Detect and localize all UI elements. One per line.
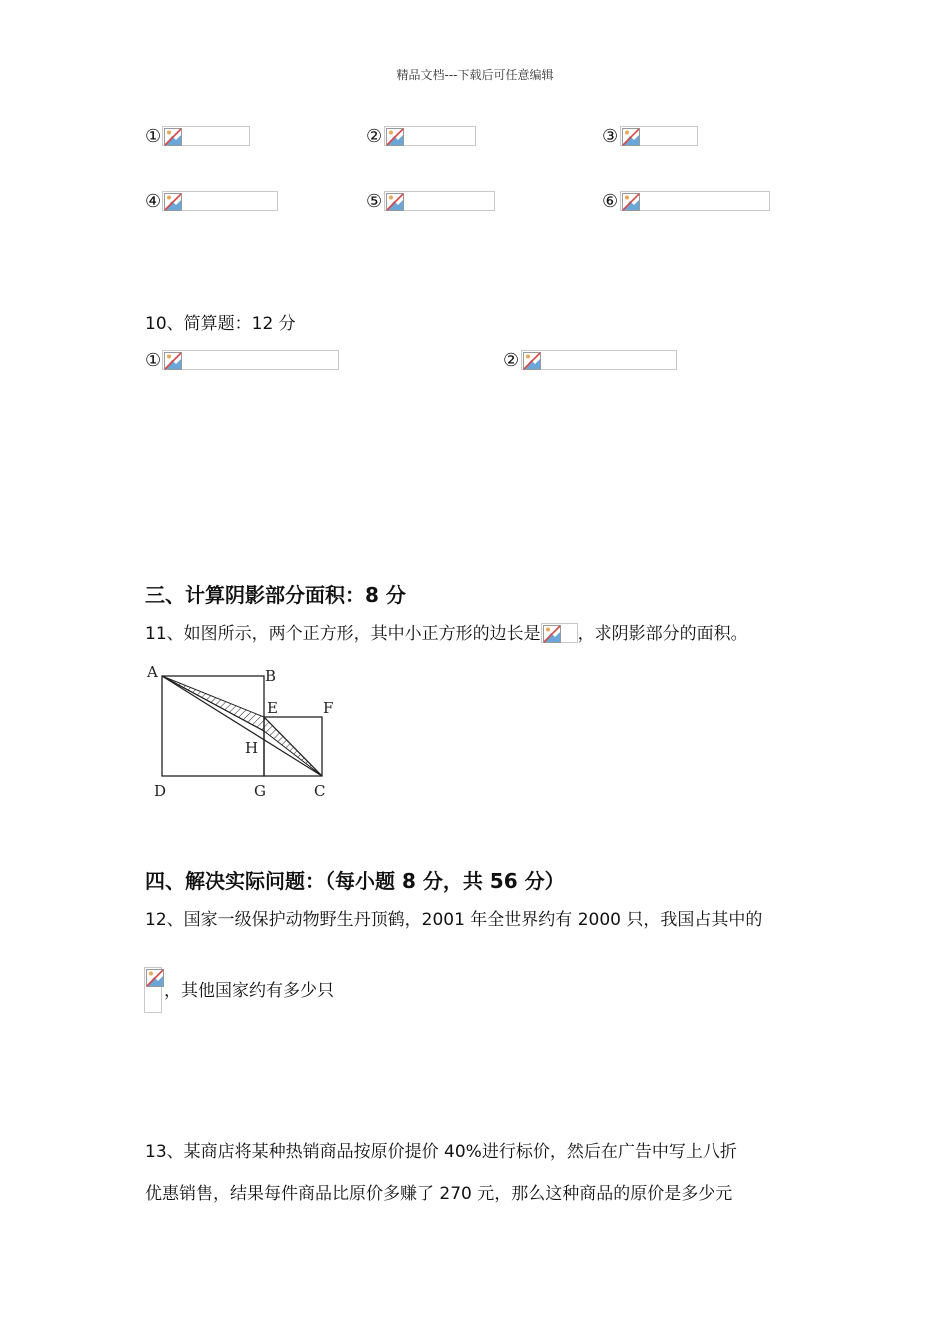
q11-text-before: 11、如图所示，两个正方形，其中小正方形的边长是 (145, 624, 541, 644)
broken-image-icon (543, 625, 561, 649)
q9-item-5-marker: ⑤ (366, 191, 383, 212)
q11-squares-figure (140, 660, 350, 805)
q11-side-length-image-wrap (541, 623, 578, 643)
broken-image-icon (164, 193, 182, 215)
broken-image-icon (386, 128, 404, 150)
label-G: G (254, 782, 266, 800)
q9-item-4-marker: ④ (145, 191, 162, 212)
q10-item-2-formula-image (521, 350, 677, 370)
q10-item-1-formula-image (162, 350, 339, 370)
q10-item-2-marker: ② (503, 350, 520, 371)
q9-item-2-formula-image (384, 126, 476, 146)
q13-line-2: 优惠销售，结果每件商品比原价多赚了 270 元，那么这种商品的原价是多少元 (145, 1184, 733, 1204)
q9-item-6-marker: ⑥ (602, 191, 619, 212)
q10-item-1-marker: ① (145, 350, 162, 371)
q11-text (145, 623, 748, 645)
page-header: 精品文档---下载后可任意编辑 (396, 68, 554, 82)
q9-item-3-formula-image (620, 126, 698, 146)
broken-image-icon (622, 128, 640, 150)
section-4-title: 四、解决实际问题：（每小题 8 分，共 56 分） (145, 869, 565, 893)
line-AC (162, 676, 322, 776)
q12-line-2: ，其他国家约有多少只 (164, 981, 334, 1001)
label-D: D (154, 782, 167, 800)
section-3-title: 三、计算阴影部分面积：8 分 (145, 583, 406, 607)
q13-line-1: 13、某商店将某种热销商品按原价提价 40%进行标价，然后在广告中写上八折 (145, 1142, 737, 1162)
q9-item-4-formula-image (162, 191, 278, 211)
broken-image-icon (164, 128, 182, 150)
label-C: C (314, 782, 326, 800)
q9-item-6-formula-image (620, 191, 770, 211)
broken-image-icon (622, 193, 640, 215)
q9-item-1-marker: ① (145, 126, 162, 147)
q9-item-1-formula-image (162, 126, 250, 146)
broken-image-icon (164, 352, 182, 374)
q12-line-1: 12、国家一级保护动物野生丹顶鹤，2001 年全世界约有 2000 只，我国占其中的 (145, 910, 763, 930)
q9-item-5-formula-image (384, 191, 495, 211)
label-E: E (267, 699, 278, 717)
label-B: B (265, 667, 277, 685)
q11-side-length-image (541, 623, 578, 643)
label-F: F (323, 699, 334, 717)
broken-image-icon (523, 352, 541, 374)
q9-item-2-marker: ② (366, 126, 383, 147)
broken-image-icon (386, 193, 404, 215)
line-EC (264, 717, 322, 776)
line-AH (162, 676, 264, 731)
label-A: A (147, 663, 158, 681)
q12-fraction-image (144, 967, 162, 1013)
large-square (162, 676, 264, 776)
q11-text-after: ，求阴影部分的面积。 (577, 624, 748, 644)
broken-image-icon (146, 969, 164, 991)
label-H: H (245, 739, 259, 757)
q9-item-3-marker: ③ (602, 126, 619, 147)
q10-title: 10、简算题：12 分 (145, 314, 296, 334)
